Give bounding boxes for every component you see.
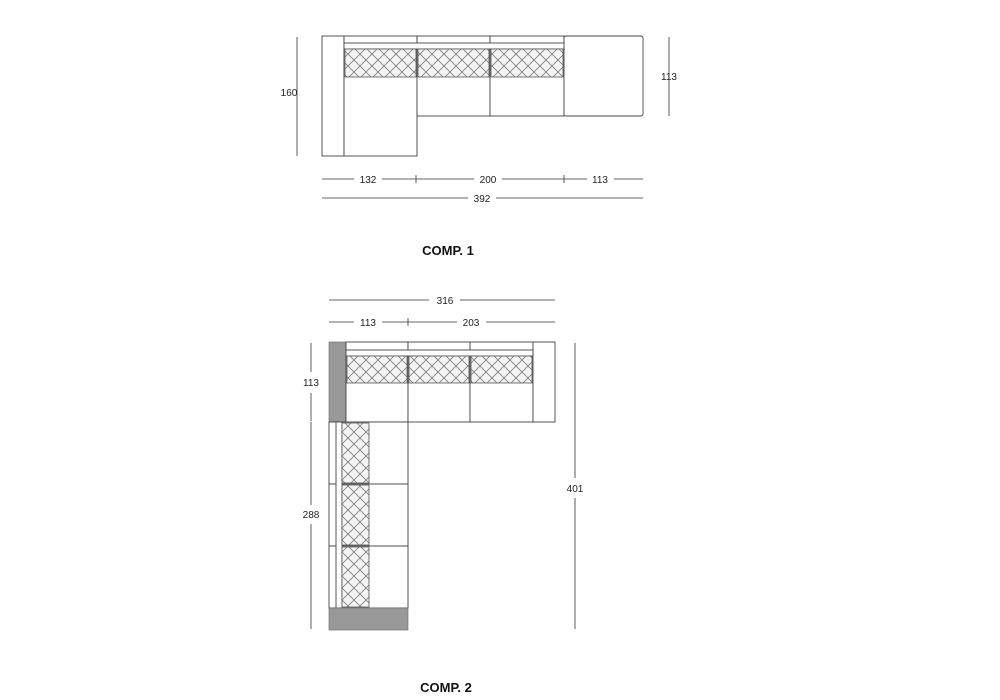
comp2-left-backrest bbox=[336, 422, 342, 608]
comp1-cushion-2 bbox=[418, 49, 489, 77]
comp1-dim-b-label: 200 bbox=[479, 175, 497, 186]
comp1-cushion-3 bbox=[491, 49, 563, 77]
comp1-backrest bbox=[344, 43, 564, 49]
comp2-top-cushion-1 bbox=[347, 356, 407, 383]
comp2-total-label: 316 bbox=[436, 296, 454, 307]
comp1-dim-c-label: 113 bbox=[592, 175, 608, 186]
comp1-plan bbox=[322, 36, 643, 156]
comp1-caption: COMP. 1 bbox=[422, 243, 474, 258]
comp2-corner-back bbox=[329, 342, 346, 422]
comp1-total-label: 392 bbox=[473, 194, 491, 205]
comp2-caption: COMP. 2 bbox=[420, 680, 472, 695]
comp2-left-cushion-2 bbox=[342, 485, 369, 545]
comp2-left-bottom-label: 288 bbox=[302, 510, 320, 521]
comp2-dim-b-label: 203 bbox=[462, 318, 480, 329]
comp1-dim-a-label: 132 bbox=[359, 175, 377, 186]
comp2-left-cushion-1 bbox=[342, 423, 369, 483]
comp1-left-arm bbox=[322, 36, 344, 156]
comp1-right-seat bbox=[564, 36, 643, 116]
comp2-right-label: 401 bbox=[566, 484, 584, 495]
comp1-cushion-1 bbox=[345, 49, 416, 77]
comp2-top-backrest bbox=[346, 350, 533, 356]
comp2-dim-a-label: 113 bbox=[360, 318, 376, 329]
comp2-right-arm bbox=[533, 342, 555, 422]
comp2-left-top-label: 113 bbox=[303, 378, 319, 389]
comp2-left-cushion-3 bbox=[342, 547, 369, 607]
comp1-right-label: 113 bbox=[661, 72, 677, 83]
comp1-height-label: 160 bbox=[280, 88, 298, 99]
comp2-bottom-arm bbox=[329, 608, 408, 630]
comp2-plan bbox=[329, 342, 555, 630]
comp2-top-cushion-3 bbox=[471, 356, 532, 383]
comp2-top-cushion-2 bbox=[409, 356, 469, 383]
